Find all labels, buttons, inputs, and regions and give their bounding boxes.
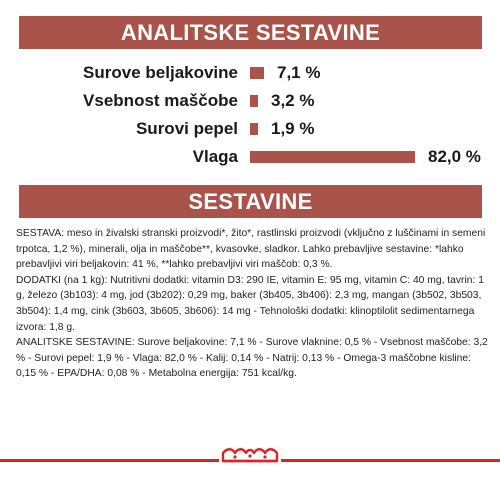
analytical-paragraph: ANALITSKE SESTAVINE: Surove beljakovine: 7,1 % - Surove vlaknine: 0,5 % - Vsebnost maščobe: 3,2 % - Surovi pepel: 1,9 % - Vlaga: 82,0 % - Kalij: 0,14 % - Natrij: 0,13 % - Omega-3 maščobne kisline: 0,15 % - EPA/DHA: 0,08 % - Metabolna energija: 751 kcal/kg.: [16, 337, 488, 380]
analytical-constituents-title: ANALITSKE SESTAVINE: [120, 19, 381, 45]
nutrient-value: 7,1 %: [277, 63, 321, 82]
nutrient-bar: [250, 67, 264, 79]
nutrient-label: Surovi pepel: [135, 119, 238, 138]
analytical-constituents-banner: [19, 16, 482, 49]
nutrient-value: 3,2 %: [271, 91, 315, 110]
ingredients-title: SESTAVINE: [188, 188, 313, 214]
nutrient-row-fat: [0, 89, 500, 113]
nutrient-label: Vlaga: [192, 147, 238, 166]
nutrient-row-ash: [0, 117, 500, 141]
nutrient-value: 1,9 %: [271, 119, 315, 138]
nutrient-row-protein: [0, 61, 500, 85]
nutrient-label: Vsebnost maščobe: [83, 91, 238, 110]
nutrient-bar: [250, 123, 258, 135]
nutrient-value: 82,0 %: [428, 147, 481, 166]
ingredients-banner: [19, 185, 482, 218]
composition-paragraph: SESTAVA: meso in živalski stranski proizvodi*, žito*, rastlinski proizvodi (vključno z luščinami in semeni trpotca, 1,2 %), minerali, olja in maščobe**, kvasovke, sladkor. Lahko prebavljive sestavine: *lahko prebavljivi viri beljakovin: 41 %, **lahko prebavljivi viri maščob: 0,3 %.: [16, 228, 486, 271]
ingredients-text-block: [16, 226, 488, 382]
nutrient-label: Surove beljakovine: [83, 63, 238, 82]
crown-icon-svg: [219, 444, 281, 466]
nutrient-row-moisture: [0, 145, 500, 169]
crown-icon: [219, 444, 281, 466]
additives-paragraph: DODATKI (na 1 kg): Nutritivni dodatki: vitamin D3: 290 IE, vitamin E: 95 mg, vitamin C: 40 mg, tavrin: 1 g, železo (3b103): 4 mg, jod (3b202): 0,29 mg, baker (3b405, 3b406): 2,3 mg, mangan (3b502, 3b503, 3b504): 1,4 mg, cink (3b603, 3b605, 3b606): 14 mg - Tehnološki dodatki: klinoptilolit sedimentarnega izvora: 1,8 g.: [16, 274, 484, 333]
nutrient-bar: [250, 95, 258, 107]
nutrient-bar: [250, 151, 415, 163]
